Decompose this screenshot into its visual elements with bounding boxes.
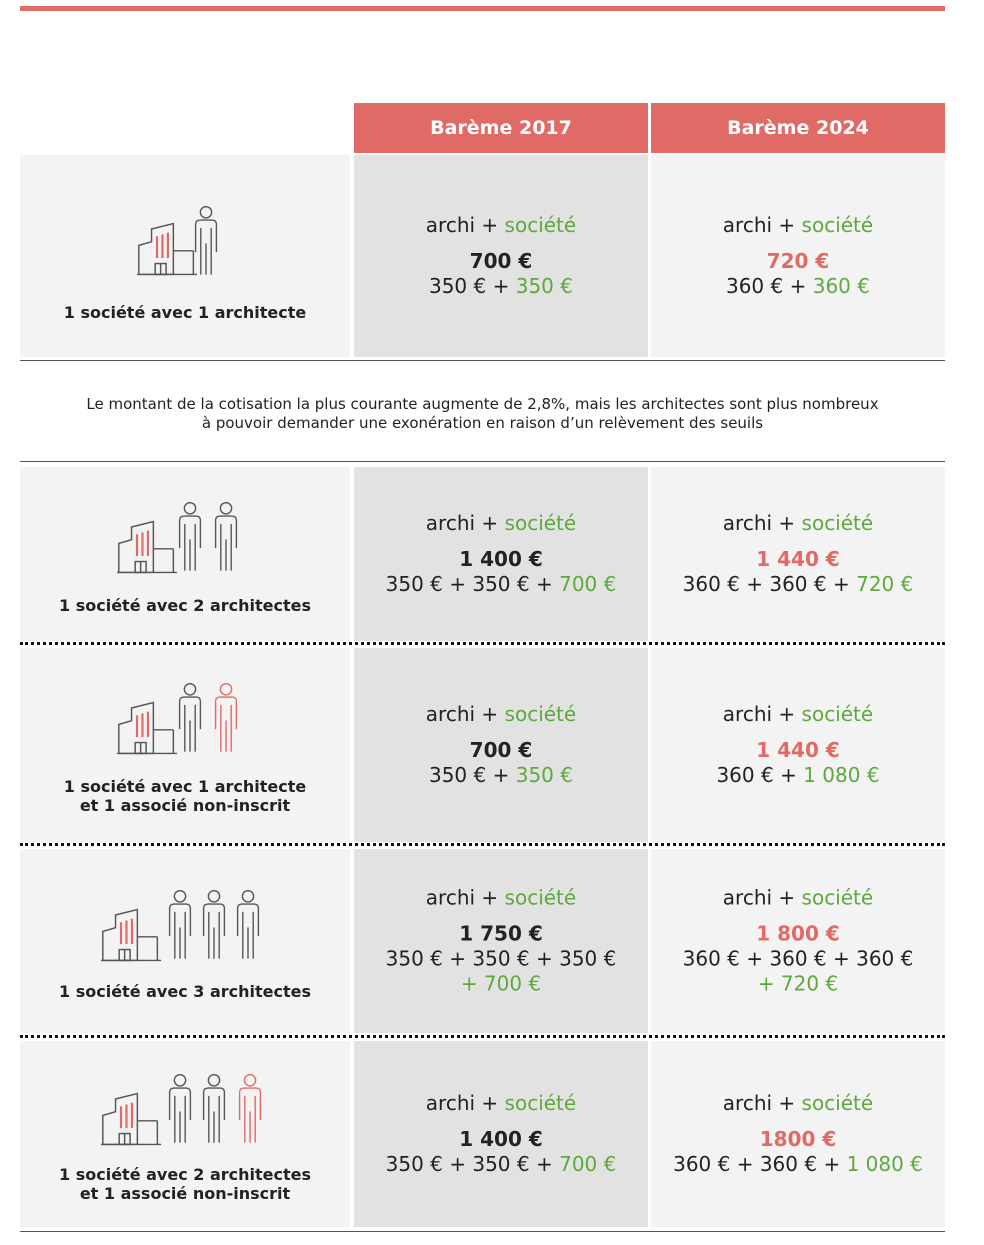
row-description-cell [20, 648, 350, 842]
description-line: et 1 associé non-inscrit [79, 1184, 291, 1203]
bareme-2017-cell [354, 467, 648, 641]
row-description-cell [20, 467, 350, 641]
total-amount: 1 440 € [756, 547, 840, 571]
societe-label: société [801, 702, 874, 726]
societe-label: société [504, 213, 577, 237]
plus-sign: + [778, 511, 796, 535]
societe-amount: 360 € [812, 274, 870, 298]
archi-label: archi [425, 702, 476, 726]
description-line: 1 société avec 2 architectes [59, 596, 311, 615]
plus-sign: + [778, 213, 796, 237]
row-description [20, 596, 350, 615]
description-line: 1 société avec 1 architecte [63, 777, 307, 796]
icon-group [20, 678, 350, 758]
table-row [20, 467, 945, 641]
row-description [20, 1165, 350, 1203]
societe-label: société [504, 511, 577, 535]
top-accent-bar [20, 6, 945, 11]
table-row [20, 648, 945, 842]
icon-group [20, 497, 350, 577]
societe-label: société [504, 885, 577, 910]
row-description-cell [20, 1041, 350, 1227]
total-amount: 700 € [469, 738, 533, 762]
plus-sign: + [780, 763, 797, 787]
building-icon [99, 1069, 271, 1149]
bareme-2017-cell [354, 1041, 648, 1227]
plus-sign: + [481, 885, 499, 910]
societe-label: société [801, 213, 874, 237]
building-icon [135, 201, 235, 281]
archi-amount: 350 € + 350 € + 350 € [385, 946, 617, 971]
dotted-divider [20, 843, 945, 846]
note-line: Le montant de la cotisation la plus courante augmente de 2,8%, mais les architectes sont plus nombreux [86, 395, 879, 413]
dotted-divider [20, 642, 945, 645]
bareme-2017-cell [354, 648, 648, 842]
table-row [20, 849, 945, 1033]
bareme-2024-cell [651, 1041, 945, 1227]
archi-label: archi [722, 511, 773, 535]
total-amount: 1800 € [759, 1127, 837, 1151]
divider [20, 461, 945, 462]
building-icon [99, 885, 271, 965]
archi-amount: 350 € [428, 274, 487, 298]
plus-sign: + [481, 1091, 499, 1115]
archi-amount: 360 € + 360 € [682, 572, 827, 596]
archi-amount: 360 € [716, 763, 774, 787]
plus-sign: + [492, 274, 510, 298]
plus-sign: + [789, 274, 807, 298]
divider [20, 360, 945, 361]
plus-sign: + [832, 572, 850, 596]
plus-sign: + [492, 763, 510, 787]
societe-amount: 720 € [856, 572, 914, 596]
plus-sign: + [535, 1152, 553, 1176]
row-description-cell [20, 849, 350, 1033]
archi-label: archi [425, 885, 476, 910]
societe-label: société [801, 511, 874, 535]
archi-label: archi [722, 1091, 773, 1115]
icon-group [20, 1069, 350, 1149]
archi-label: archi [425, 213, 476, 237]
divider [20, 1231, 945, 1232]
plus-sign: + [778, 702, 796, 726]
note-line: à pouvoir demander une exonération en raison d’un relèvement des seuils [201, 414, 764, 432]
total-amount: 1 400 € [459, 1127, 543, 1151]
archi-label: archi [722, 885, 773, 910]
archi-label: archi [425, 511, 476, 535]
icon-group [20, 201, 350, 281]
building-icon [115, 497, 255, 577]
dotted-divider [20, 1035, 945, 1038]
total-amount: 1 440 € [756, 738, 840, 762]
table-row [20, 155, 945, 357]
table-row [20, 1041, 945, 1227]
bareme-2024-cell [651, 467, 945, 641]
bareme-2024-cell [651, 155, 945, 357]
archi-amount: 350 € [428, 763, 487, 787]
plus-sign: + [481, 702, 499, 726]
societe-amount: 1 080 € [803, 763, 880, 787]
row-description-cell [20, 155, 350, 357]
icon-group [20, 885, 350, 965]
societe-label: société [801, 1091, 874, 1115]
building-icon [115, 678, 255, 758]
societe-amount: 700 € [559, 572, 617, 596]
archi-label: archi [722, 213, 773, 237]
bareme-2024-cell [651, 648, 945, 842]
archi-amount: 350 € + 350 € [385, 1152, 530, 1176]
societe-amount: 350 € [515, 274, 573, 298]
bareme-2017-cell [354, 849, 648, 1033]
description-line: et 1 associé non-inscrit [79, 796, 291, 815]
total-amount: 1 400 € [459, 547, 543, 571]
societe-amount: 700 € [559, 1152, 617, 1176]
societe-amount: + 720 € [757, 971, 839, 996]
archi-amount: 360 € + 360 € [673, 1152, 818, 1176]
societe-label: société [504, 1091, 577, 1115]
row-description [20, 303, 350, 322]
row-description [20, 777, 350, 815]
plus-sign: + [481, 213, 499, 237]
societe-amount: 1 080 € [846, 1152, 923, 1176]
plus-sign: + [481, 511, 499, 535]
societe-label: société [801, 885, 874, 910]
archi-label: archi [722, 702, 773, 726]
note-text [20, 395, 945, 433]
archi-amount: 360 € + 360 € + 360 € [682, 946, 914, 971]
archi-label: archi [425, 1091, 476, 1115]
header-bareme-2017: Barème 2017 [354, 103, 648, 153]
societe-label: société [504, 702, 577, 726]
bareme-2024-cell [651, 849, 945, 1033]
plus-sign: + [535, 572, 553, 596]
total-amount: 720 € [766, 249, 830, 273]
total-amount: 700 € [469, 249, 533, 273]
bareme-2017-cell [354, 155, 648, 357]
total-amount: 1 800 € [756, 921, 840, 946]
societe-amount: 350 € [515, 763, 573, 787]
description-line: 1 société avec 3 architectes [59, 982, 311, 1001]
description-line: 1 société avec 1 architecte [63, 303, 307, 322]
plus-sign: + [778, 1091, 796, 1115]
archi-amount: 360 € [725, 274, 784, 298]
row-description [20, 982, 350, 1001]
plus-sign: + [778, 885, 796, 910]
plus-sign: + [823, 1152, 841, 1176]
header-bareme-2024: Barème 2024 [651, 103, 945, 153]
total-amount: 1 750 € [459, 921, 543, 946]
description-line: 1 société avec 2 architectes [59, 1165, 311, 1184]
societe-amount: + 700 € [460, 971, 542, 996]
archi-amount: 350 € + 350 € [385, 572, 530, 596]
